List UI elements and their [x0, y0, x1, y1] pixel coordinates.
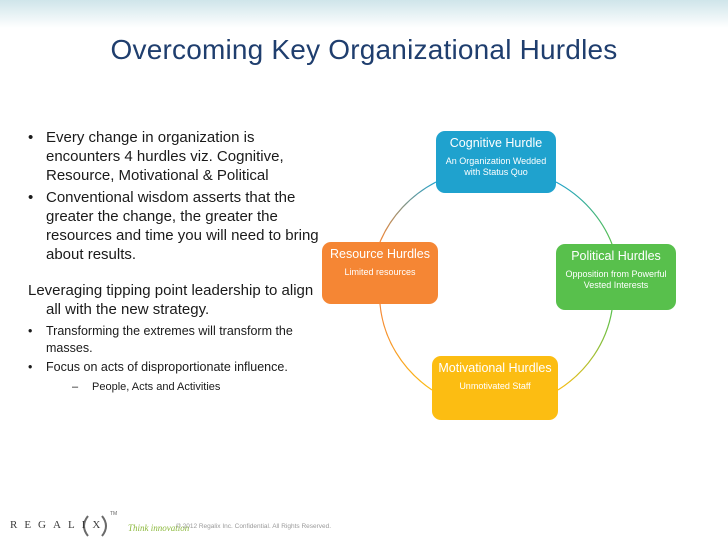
- node-description: Opposition from Powerful Vested Interests: [565, 269, 667, 290]
- bullet-dot-icon: •: [28, 189, 34, 206]
- political-hurdle-node: [556, 244, 676, 310]
- node-description: An Organization Wedded with Status Quo: [445, 156, 547, 177]
- connector-motivational-resource: [380, 304, 432, 390]
- connector-cognitive-political: [556, 182, 612, 244]
- node-description: Unmotivated Staff: [459, 381, 531, 391]
- node-title: Motivational Hurdles: [438, 361, 552, 375]
- connector-resource-cognitive: [380, 182, 436, 242]
- leverage-statement: Leveraging tipping point leadership to align all with the new strategy.: [28, 282, 314, 318]
- node-title: Cognitive Hurdle: [449, 136, 543, 150]
- tagline: Think innovation: [128, 523, 190, 533]
- node-title: Resource Hurdles: [329, 247, 431, 261]
- slide-title: Overcoming Key Organizational Hurdles: [110, 34, 618, 65]
- bullet-dot-icon: •: [28, 129, 34, 146]
- copyright-notice: © 2012 Regalix Inc. Confidential. All Rights Reserved.: [176, 523, 332, 530]
- bullet-dot-icon: •: [28, 360, 33, 374]
- connector-political-motivational: [558, 310, 612, 390]
- dash-icon: –: [72, 381, 79, 393]
- trademark-mark: TM: [110, 511, 118, 517]
- bullet-text: Every change in organization is encounters 4 hurdles viz. Cognitive, Resource, Motivational & Political: [46, 129, 284, 184]
- node-title: Political Hurdles: [571, 249, 661, 263]
- bullet-text: Focus on acts of disproportionate influence.: [46, 360, 288, 374]
- regalix-logo-text: REGALIX: [10, 519, 108, 531]
- bullet-dot-icon: •: [28, 324, 33, 338]
- bullet-text: Conventional wisdom asserts that the greater the change, the greater the resources and time you will need to bring about results.: [46, 189, 319, 263]
- cognitive-hurdle-node: [436, 131, 556, 193]
- bullet-text: Transforming the extremes will transform the masses.: [46, 324, 293, 355]
- sub-bullet-text: People, Acts and Activities: [92, 381, 221, 393]
- node-description: Limited resources: [344, 267, 416, 277]
- resource-hurdle-node: [322, 242, 438, 304]
- motivational-hurdle-node: [432, 356, 558, 420]
